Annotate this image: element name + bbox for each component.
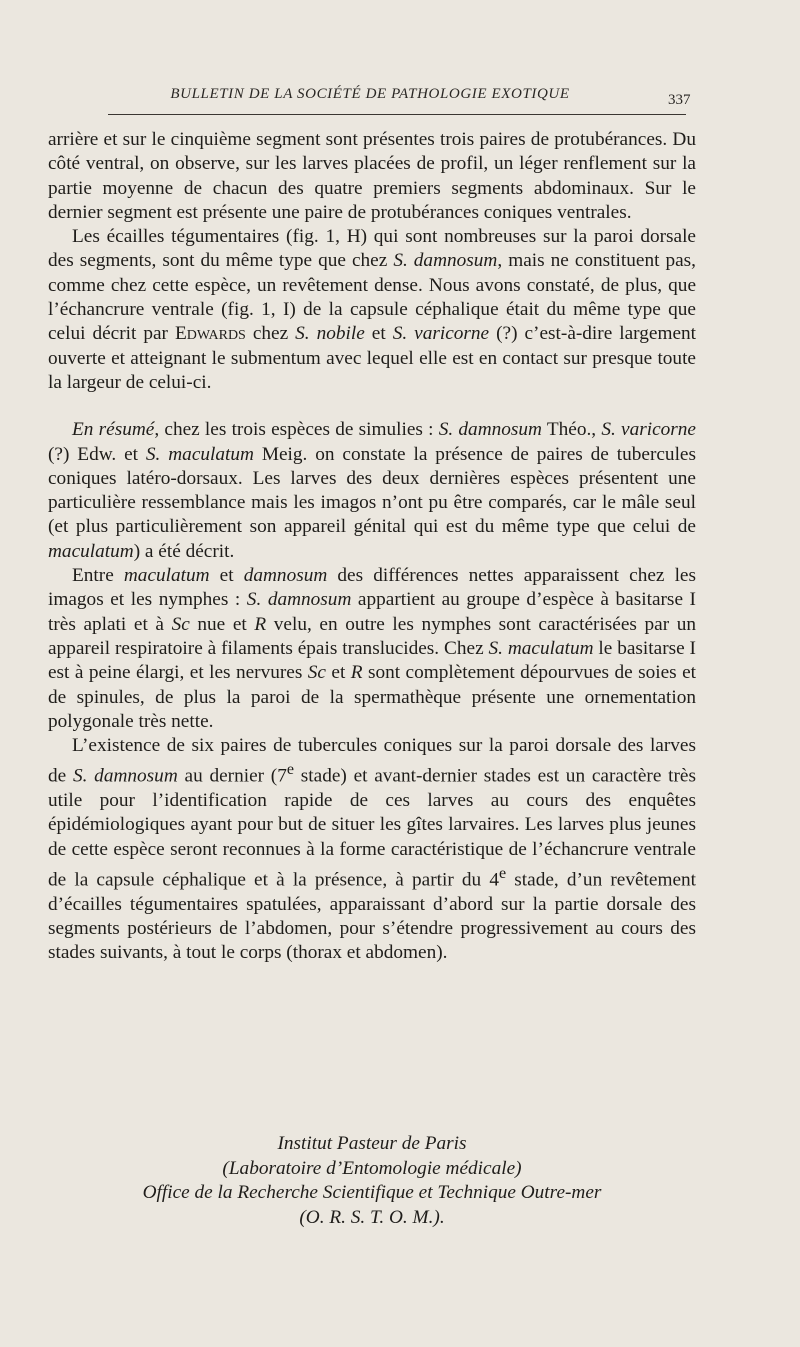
affiliation-line: (O. R. S. T. O. M.). (299, 1206, 445, 1228)
author-affiliation (48, 1132, 696, 1230)
affiliation-line: Office de la Recherche Scientifique et Technique Outre-mer (142, 1182, 602, 1203)
paragraph-4: Entre maculatum et damnosum des différences nettes apparaissent chez les imagos et les nymphes : S. damnosum appartient au groupe d’espèce à basitarse I très aplati et à Sc nue et R velu, en outre les nymphes sont caractérisées par un appareil respiratoire à filaments épais translucides. Chez S. maculatum le basitarse I est à peine élargi, et les nervures Sc et R sont complètement dépourvues de soies et de spinules, de plus la paroi de la spermathèque présente une ornementation polygonale très nette. (48, 565, 697, 732)
article-body (48, 128, 696, 966)
affiliation-line: (Laboratoire d’Entomologie médicale) (222, 1157, 522, 1179)
paragraph-5: L’existence de six paires de tubercules coniques sur la paroi dorsale des larves de S. damnosum au dernier (7e stade) et avant-dernier stades est un caractère très utile pour l’identification rapide de ces larves au cours des enquêtes épidémiologiques ayant pour but de situer les gîtes larvaires. Les larves plus jeunes de cette espèce seront reconnues à la forme caractéristique de l’échancrure ventrale de la capsule céphalique et à la présence, à partir du 4e stade, d’un revêtement d’écailles tégumentaires spatulées, apparaissant d’abord sur la partie dorsale des segments postérieurs de l’abdomen, pour s’étendre progressivement au cours des stades suivants, à tout le corps (thorax et abdomen). (48, 735, 697, 964)
paragraph-1: arrière et sur le cinquième segment sont présentes trois paires de protubérances. Du côté ventral, on observe, sur les larves placées de profil, un léger renflement sur la partie moyenne de chacun des quatre premiers segments abdominaux. Sur le dernier segment est présente une paire de protubérances coniques ventrales. (48, 129, 696, 223)
affiliation-line: Institut Pasteur de Paris (277, 1133, 467, 1154)
header-rule (108, 114, 686, 115)
page-number: 337 (668, 92, 691, 108)
running-header: BULLETIN DE LA SOCIÉTÉ DE PATHOLOGIE EXOTIQUE (170, 86, 570, 102)
paragraph-3-summary: En résumé, chez les trois espèces de simulies : S. damnosum Théo., S. varicorne (?) Edw. et S. maculatum Meig. on constate la présence de paires de tubercules coniques latéro-dorsaux. Les larves des deux dernières espèces présentent une particulière ressemblance mais les imagos n’ont pu être comparés, car le mâle seul (et plus particulièrement son appareil génital qui est du même type que celui de maculatum) a été décrit. (48, 419, 696, 562)
paragraph-2: Les écailles tégumentaires (fig. 1, H) qui sont nombreuses sur la paroi dorsale des segments, sont du même type que chez S. damnosum, mais ne constituent pas, comme chez cette espèce, un revêtement dense. Nous avons constaté, de plus, que l’échancrure ventrale (fig. 1, I) de la capsule céphalique était du même type que celui décrit par Edwards chez S. nobile et S. varicorne (?) c’est-à-dire largement ouverte et atteignant le submentum avec lequel elle est en contact sur presque toute la largeur de celui-ci. (48, 226, 696, 393)
